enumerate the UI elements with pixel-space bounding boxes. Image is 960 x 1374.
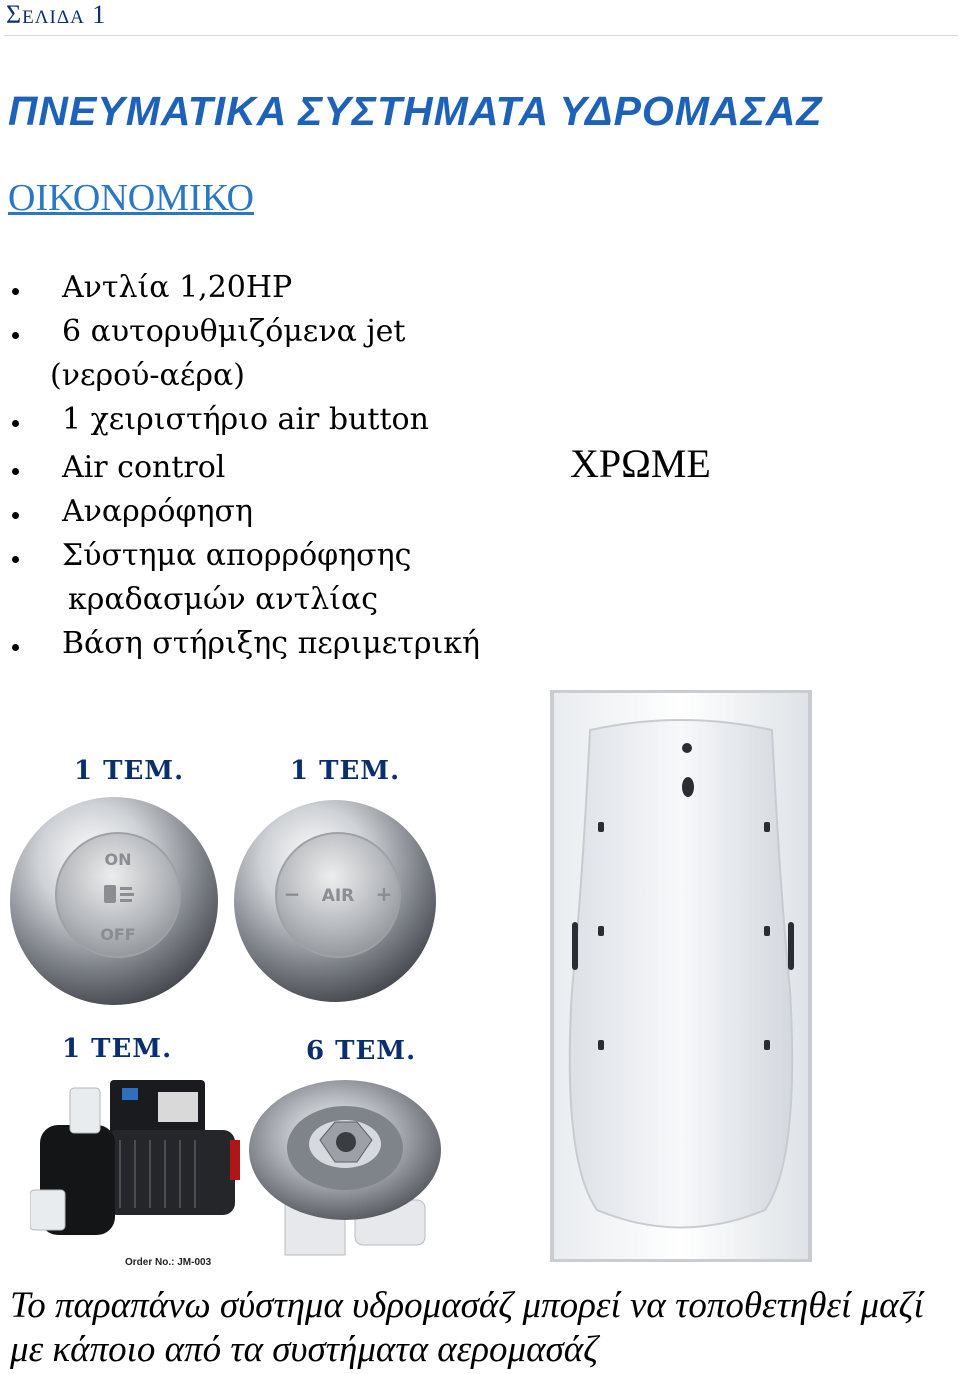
quantity-air-button: 1 ΤΕΜ.	[74, 756, 185, 786]
off-label: OFF	[100, 925, 136, 944]
header-divider	[4, 35, 958, 36]
minus-label: −	[283, 882, 301, 906]
page-title: ΠΝΕΥΜΑΤΙΚΑ ΣΥΣΤΗΜΑΤΑ ΥΔΡΟΜΑΣΑΖ	[8, 88, 823, 134]
finish-label: ΧΡΩΜΕ	[570, 441, 711, 486]
bullet-icon	[12, 420, 19, 427]
page-label-rest: ΕΛΙΔΑ	[22, 7, 85, 28]
feature-text: 6 αυτορυθμιζόμενα jet	[62, 314, 406, 349]
plus-label: +	[375, 882, 393, 906]
feature-text: Αντλία 1,20HP	[62, 270, 293, 305]
feature-text: Σύστημα απορρόφησης	[62, 538, 412, 573]
pump-order-number: Order No.: JM-003	[125, 1257, 212, 1268]
feature-text: 1 χειριστήριο air button	[62, 402, 429, 437]
quantity-pump: 1 ΤΕΜ.	[62, 1034, 173, 1064]
bullet-icon	[12, 556, 19, 563]
page-label-initial: Σ	[6, 0, 23, 29]
bathtub-image	[550, 690, 812, 1262]
page-header	[6, 0, 106, 30]
feature-text: Αναρρόφηση	[62, 494, 253, 529]
on-label: ON	[104, 850, 132, 869]
bullet-icon	[12, 512, 19, 519]
air-control-image	[232, 795, 438, 1007]
bullet-icon	[12, 644, 19, 651]
footer-note	[10, 1284, 924, 1372]
bullet-icon	[12, 332, 19, 339]
feature-text: Air control	[62, 450, 226, 485]
page-number: 1	[92, 0, 107, 29]
section-subtitle: ΟΙΚΟΝΟΜΙΚΟ	[8, 177, 254, 219]
feature-text: Βάση στήριξης περιμετρική	[62, 626, 480, 661]
jet-image	[245, 1070, 445, 1270]
bullet-icon	[12, 288, 19, 295]
quantity-air-control: 1 ΤΕΜ.	[290, 756, 401, 786]
footer-note-line2: με κάποιο από τα συστήματα αερομασάζ	[10, 1329, 599, 1370]
quantity-jets: 6 ΤΕΜ.	[306, 1036, 417, 1066]
air-label: AIR	[321, 886, 355, 906]
feature-text-continued: κραδασμών αντλίας	[68, 582, 379, 617]
air-button-image	[8, 795, 220, 1007]
pump-image	[30, 1070, 245, 1270]
feature-text-continued: (νερού-αέρα)	[50, 358, 245, 393]
footer-note-line1: Το παραπάνω σύστημα υδρομασάζ μπορεί να τοποθετηθεί μαζί	[10, 1285, 924, 1326]
bullet-icon	[12, 468, 19, 475]
